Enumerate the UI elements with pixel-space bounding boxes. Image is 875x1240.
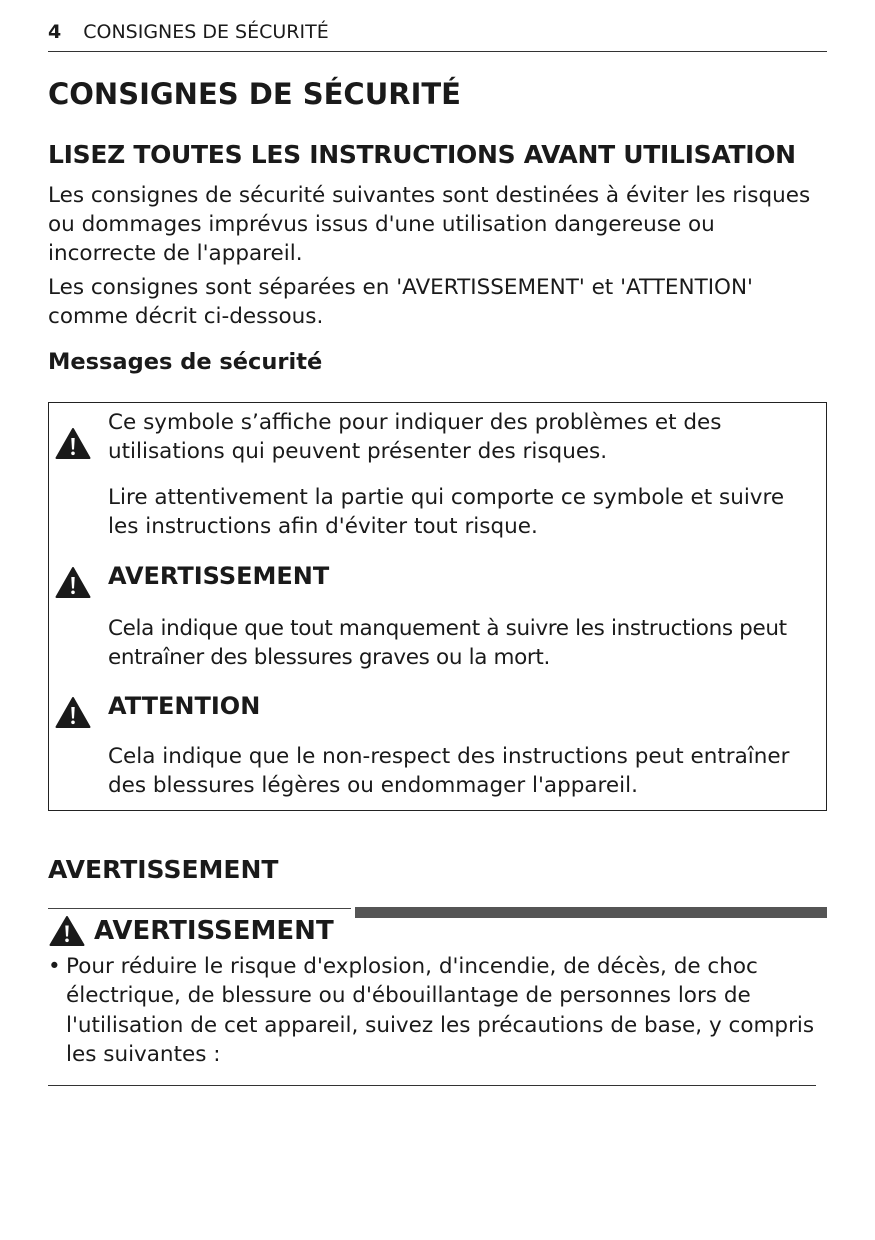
symbol-description: Ce symbole s’affiche pour indiquer des problèmes et des utilisations qui peuvent présenter des risques. xyxy=(108,410,722,464)
messages-heading: Messages de sécurité xyxy=(48,349,323,375)
header-section-title: CONSIGNES DE SÉCURITÉ xyxy=(83,21,329,43)
warning-description: Cela indique que tout manquement à suivre les instructions peut entraîner des blessures graves ou la mort. xyxy=(108,616,787,670)
caution-label: ATTENTION xyxy=(108,692,261,720)
warning-label: AVERTISSEMENT xyxy=(108,562,330,590)
caution-description: Cela indique que le non-respect des instructions peut entraîner des blessures légères ou endommager l'appareil. xyxy=(108,744,790,798)
bullet-text: Pour réduire le risque d'explosion, d'incendie, de décès, de choc électrique, de blessure ou d'ébouillantage de personnes lors de l'utilisation de cet appareil, suivez les précautions de base, y compris les suivantes : xyxy=(66,954,815,1067)
warning-triangle-icon xyxy=(55,696,91,729)
warning-section-title: AVERTISSEMENT xyxy=(48,855,279,884)
section-bottom-rule xyxy=(48,1085,816,1086)
warning-triangle-icon xyxy=(55,566,91,599)
bullet-marker: • xyxy=(48,954,61,979)
safety-messages-box xyxy=(48,402,827,811)
running-header xyxy=(48,18,827,52)
banner-rule-notch xyxy=(351,907,355,918)
warning-triangle-icon xyxy=(55,427,91,460)
banner-rule-thin xyxy=(48,908,351,909)
intro-paragraph-1: Les consignes de sécurité suivantes sont destinées à éviter les risques ou dommages imprévus issus d'une utilisation dangereuse ou incorrecte de l'appareil. xyxy=(48,183,811,266)
warning-triangle-icon xyxy=(49,915,85,947)
warning-banner-label: AVERTISSEMENT xyxy=(94,916,334,946)
list-item xyxy=(48,952,827,1069)
read-instructions-text: Lire attentivement la partie qui comporte ce symbole et suivre les instructions afin d'éviter tout risque. xyxy=(108,485,785,539)
intro-paragraph-2: Les consignes sont séparées en 'AVERTISSEMENT' et 'ATTENTION' comme décrit ci-dessous. xyxy=(48,275,753,329)
instructions-subtitle: LISEZ TOUTES LES INSTRUCTIONS AVANT UTILISATION xyxy=(48,140,796,169)
banner-rule-thick xyxy=(351,907,827,918)
page-title: CONSIGNES DE SÉCURITÉ xyxy=(48,77,461,111)
page-number: 4 xyxy=(48,21,62,43)
